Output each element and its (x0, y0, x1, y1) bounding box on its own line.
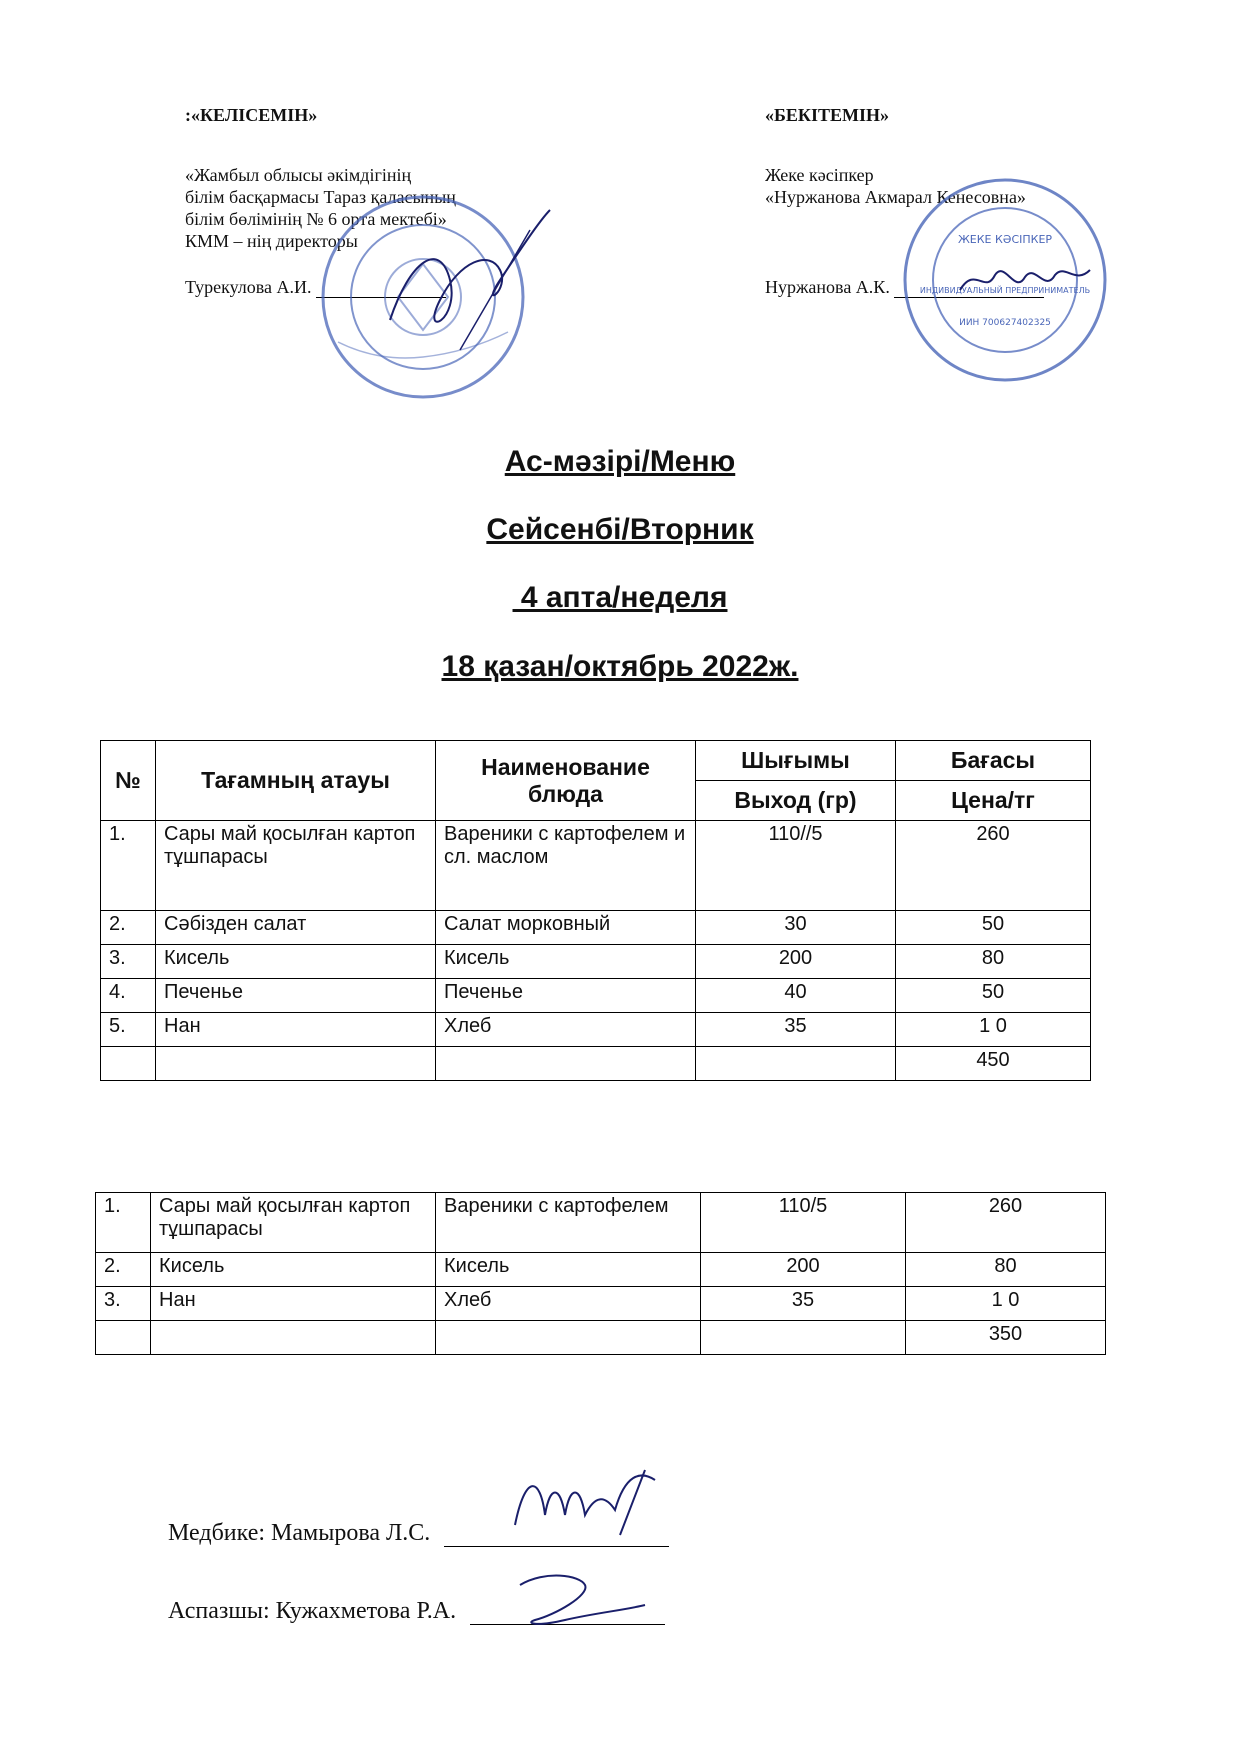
left-org-line: «Жамбыл облысы әкімдігінің (185, 165, 412, 185)
dish-yield: 35 (696, 1013, 896, 1047)
header-yield-kz: Шығымы (696, 741, 896, 781)
dish-name-ru: Вареники с картофелем и сл. маслом (436, 821, 696, 911)
total-price: 350 (906, 1321, 1106, 1355)
dish-price: 50 (896, 911, 1091, 945)
header-yield-ru: Выход (гр) (696, 781, 896, 821)
menu-table-main (100, 740, 1091, 1081)
dish-yield: 110//5 (696, 821, 896, 911)
date-title: 18 қазан/октябрь 2022ж. (441, 650, 799, 683)
left-org-line: білім бөлімінің № 6 орта мектебі» (185, 209, 447, 229)
dish-name-ru: Вареники с картофелем (436, 1193, 701, 1253)
nurse-signature-line (444, 1546, 669, 1547)
dish-yield: 35 (701, 1287, 906, 1321)
dish-name-ru: Кисель (436, 1253, 701, 1287)
left-org-line: білім басқармасы Тараз қаласының (185, 187, 456, 207)
dish-name-ru: Салат морковный (436, 911, 696, 945)
dish-price: 80 (896, 945, 1091, 979)
row-number: 1. (101, 821, 156, 911)
right-org-line: Жеке кәсіпкер (765, 165, 874, 185)
table-row (96, 1193, 1106, 1253)
total-price: 450 (896, 1047, 1091, 1081)
left-approval-title: :«КЕЛІСЕМІН» (185, 105, 318, 125)
table-row (96, 1287, 1106, 1321)
dish-price: 1 0 (896, 1013, 1091, 1047)
dish-price: 80 (906, 1253, 1106, 1287)
dish-name-kz: Сәбізден салат (156, 911, 436, 945)
row-number: 4. (101, 979, 156, 1013)
table-row (101, 979, 1091, 1013)
dish-name-ru: Кисель (436, 945, 696, 979)
dish-name-ru: Хлеб (436, 1287, 701, 1321)
right-signature (955, 255, 1095, 305)
right-approval-title: «БЕКІТЕМІН» (765, 105, 889, 125)
dish-yield: 110/5 (701, 1193, 906, 1253)
dish-yield: 200 (701, 1253, 906, 1287)
dish-name-ru: Печенье (436, 979, 696, 1013)
dish-name-kz: Нан (151, 1287, 436, 1321)
row-number: 5. (101, 1013, 156, 1047)
table-row (101, 945, 1091, 979)
dish-yield: 200 (696, 945, 896, 979)
cook-signature (505, 1565, 655, 1635)
row-number: 3. (96, 1287, 151, 1321)
day-title: Сейсенбі/Вторник (486, 513, 754, 546)
right-org-line: «Нуржанова Акмарал Кенесовна» (765, 187, 1026, 207)
nurse-signature (505, 1465, 665, 1545)
stamp-mid-text: ИНДИВИДУАЛЬНЫЙ ПРЕДПРИНИМАТЕЛЬ (919, 286, 1091, 295)
left-signature (380, 200, 560, 360)
header-number: № (101, 741, 156, 821)
row-number: 2. (101, 911, 156, 945)
week-title (0, 581, 1240, 615)
dish-price: 260 (906, 1193, 1106, 1253)
dish-price: 1 0 (906, 1287, 1106, 1321)
table-row (101, 1013, 1091, 1047)
header-name-ru: Наименование блюда (436, 741, 696, 821)
dish-yield: 30 (696, 911, 896, 945)
dish-price: 260 (896, 821, 1091, 911)
menu-table-secondary (95, 1192, 1106, 1355)
dish-name-kz: Нан (156, 1013, 436, 1047)
table-row (101, 821, 1091, 911)
header-name-kz: Тағамның атауы (156, 741, 436, 821)
dish-name-kz: Печенье (156, 979, 436, 1013)
dish-name-kz: Кисель (151, 1253, 436, 1287)
left-signer-name: Турекулова А.И. (185, 277, 312, 297)
header-price-ru: Цена/тг (896, 781, 1091, 821)
dish-name-kz: Сары май қосылған картоп тұшпарасы (151, 1193, 436, 1253)
cook-name: Аспазшы: Кужахметова Р.А. (168, 1598, 457, 1624)
header-price-kz: Бағасы (896, 741, 1091, 781)
week-title-text: 4 апта/неделя (512, 581, 728, 614)
dish-yield: 40 (696, 979, 896, 1013)
table-row (101, 911, 1091, 945)
row-number: 2. (96, 1253, 151, 1287)
stamp-bottom-text: ИИН 700627402325 (959, 318, 1051, 328)
stamp-top-text: ЖЕКЕ КӘСІПКЕР (957, 233, 1053, 246)
dish-price: 50 (896, 979, 1091, 1013)
table-row (96, 1253, 1106, 1287)
row-number: 1. (96, 1193, 151, 1253)
left-org-line: КММ – нің директоры (185, 231, 358, 251)
total-row (96, 1321, 1106, 1355)
nurse-name: Медбике: Мамырова Л.С. (168, 1520, 431, 1546)
dish-name-ru: Хлеб (436, 1013, 696, 1047)
right-signer-name: Нуржанова А.К. (765, 277, 890, 297)
dish-name-kz: Кисель (156, 945, 436, 979)
row-number: 3. (101, 945, 156, 979)
menu-title: Ас-мәзірі/Меню (504, 445, 736, 478)
total-row (101, 1047, 1091, 1081)
dish-name-kz: Сары май қосылған картоп тұшпарасы (156, 821, 436, 911)
